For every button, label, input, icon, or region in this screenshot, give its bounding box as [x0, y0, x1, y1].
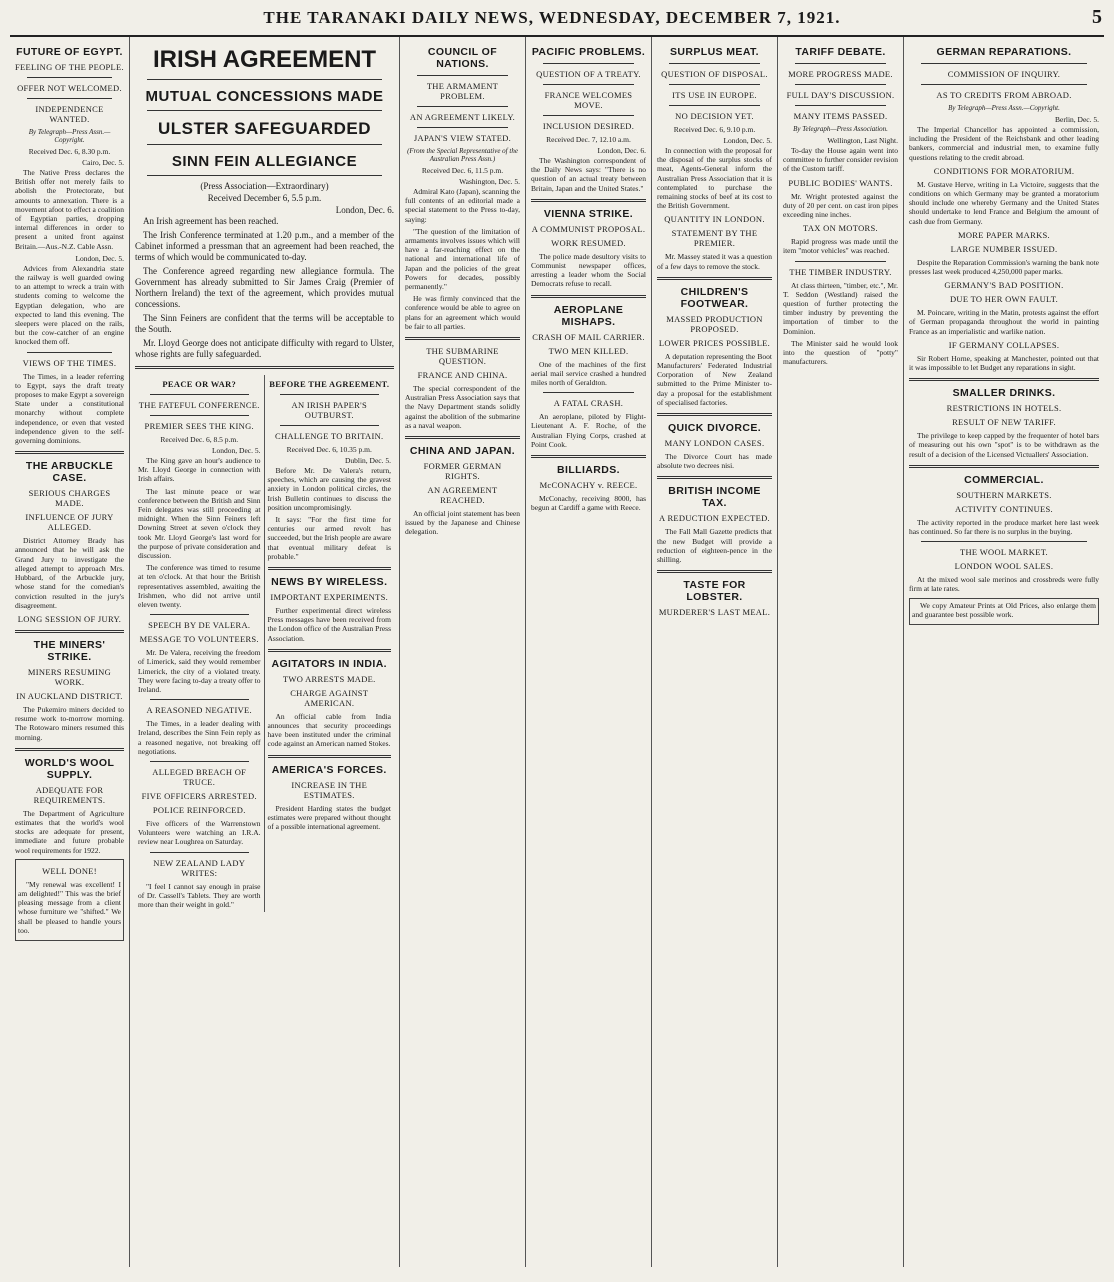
subhead: QUESTION OF DISPOSAL.: [661, 69, 768, 79]
subhead: CONDITIONS FOR MORATORIUM.: [933, 165, 1075, 176]
received-line: Received Dec. 6, 11.5 p.m.: [421, 166, 504, 175]
headline-india: AGITATORS IN INDIA.: [271, 657, 388, 670]
deck-headline: MUTUAL CONCESSIONS MADE: [145, 88, 384, 105]
subhead: GERMANY'S BAD POSITION.: [944, 280, 1064, 291]
subhead: MORE PAPER MARKS.: [958, 229, 1050, 240]
dateline: Dublin, Dec. 5.: [344, 456, 391, 465]
article-text: Before Mr. De Valera's return, speeches, which are causing the gravest anxiety in London political circles, the Irish Bulletin continues to discuss the position uncompromisingly.: [267, 466, 391, 512]
ad-headline: WELL DONE!: [42, 865, 97, 876]
received-line: Received Dec. 6, 8.30 p.m.: [28, 147, 111, 156]
subhead: RESTRICTIONS IN HOTELS.: [946, 403, 1062, 414]
subhead: TWO ARRESTS MADE.: [282, 673, 376, 684]
article-text: Despite the Reparation Commission's warning the bank note presses last week produced 4,250,000 paper marks.: [909, 257, 1099, 277]
article-text: The Sinn Feiners are confident that the terms will be acceptable to the South.: [135, 313, 394, 334]
subhead: FRANCE AND CHINA.: [417, 370, 508, 381]
advertisement: [15, 859, 124, 941]
received-line: Received Dec. 6, 8.5 p.m.: [160, 435, 239, 444]
headline-vienna: VIENNA STRIKE.: [543, 207, 634, 220]
article-text: Five officers of the Warrenstown Volunteers were watching an I.R.A. review near Loughrea on Saturday.: [138, 819, 261, 847]
subhead: MORE PROGRESS MADE.: [788, 69, 893, 79]
received-line: Received Dec. 6, 10.35 p.m.: [286, 445, 372, 454]
subhead: A FATAL CRASH.: [553, 398, 624, 409]
press-meta: (From the Special Representative of the Australian Press Assn.): [407, 147, 518, 163]
subhead: IN AUCKLAND DISTRICT.: [16, 690, 123, 701]
subhead: WORK RESUMED.: [551, 237, 626, 248]
subhead: FORMER GERMAN RIGHTS.: [423, 461, 502, 482]
subhead: FIVE OFFICERS ARRESTED.: [141, 791, 257, 802]
subhead: A COMMUNIST PROPOSAL.: [531, 223, 646, 234]
article-text: The Times, in a leader dealing with Ireland, describes the Sinn Fein reply as a reasoned negative, not breaking off negotiations.: [138, 719, 261, 756]
subhead: MINERS RESUMING WORK.: [27, 666, 112, 687]
subhead: CHARGE AGAINST AMERICAN.: [290, 687, 369, 708]
article-text: The King gave an hour's audience to Mr. Lloyd George in connection with Irish affairs.: [138, 456, 261, 484]
article-text: An aeroplane, piloted by Flight-Lieutenant A. F. Roche, of the Australian Flying Corps, crashed at Point Cook.: [531, 412, 646, 449]
press-meta: (Press Association—Extraordinary): [200, 181, 329, 191]
article-text: The Times, in a leader referring to Egypt, says the draft treaty proposes to make Egypt a sovereign State under a constitutional monarchy without complete independence, or even that vested independence given to the self-governing dominions.: [15, 371, 124, 446]
column-1: [10, 37, 130, 1267]
article-text: To-day the House again went into committee to further consider revision of the Custom tariff.: [783, 146, 898, 174]
subhead: THE ARMAMENT PROBLEM.: [426, 81, 499, 101]
headline-commercial: COMMERCIAL.: [964, 473, 1044, 486]
article-text: At the mixed wool sale merinos and crossbreds were fully firm at late rates.: [909, 575, 1099, 594]
received-line: Received Dec. 6, 9.10 p.m.: [673, 125, 756, 134]
column-5: [652, 37, 778, 1267]
article-text: The Department of Agriculture estimates that the world's wool stocks are adequate for present, immediate and future probable wool requirements for 1922.: [15, 808, 124, 855]
subhead: BEFORE THE AGREEMENT.: [269, 379, 390, 389]
subhead: ALLEGED BREACH OF TRUCE.: [152, 767, 247, 788]
article-text: The Divorce Court has made absolute two decrees nisi.: [657, 452, 772, 471]
article-text: The police made desultory visits to Communist newspaper offices, arresting a leader whom the Social Democrats refuse to recall.: [531, 251, 646, 289]
subhead: MESSAGE TO VOLUNTEERS.: [139, 634, 259, 645]
article-text: The privilege to keep capped by the frequenter of hotel bars of measuring out his own "spot" is to be withdrawn as the result of a decision of the Licensed Victuallers' Association.: [909, 431, 1099, 459]
column-3: [400, 37, 526, 1267]
subhead: MURDERER'S LAST MEAL.: [658, 607, 771, 618]
subhead: ADEQUATE FOR REQUIREMENTS.: [33, 784, 106, 805]
subhead: MANY ITEMS PASSED.: [793, 111, 888, 121]
dateline: London, Dec. 6.: [335, 205, 394, 215]
headline-egypt: FUTURE OF EGYPT.: [16, 46, 123, 58]
subhead: THE WOOL MARKET.: [960, 547, 1048, 558]
dateline: London, Dec. 5.: [723, 136, 772, 145]
article-text: Mr. Wright protested against the duty of 20 per cent. on cast iron pipes exceeding nine inches.: [783, 191, 898, 220]
subhead: QUANTITY IN LONDON.: [664, 214, 765, 225]
subhead: NEW ZEALAND LADY WRITES:: [153, 857, 246, 878]
article-text: A deputation representing the Boot Manufacturers' Federated Industrial Corporation of New Zealand submitted to the Prime Minister to-day a proposal for the establishment of specialised factories.: [657, 351, 772, 407]
column-4: [526, 37, 652, 1267]
headline-wool: WORLD'S WOOL SUPPLY.: [24, 756, 115, 781]
subhead: ACTIVITY CONTINUES.: [955, 503, 1053, 514]
dateline: London, Dec. 6.: [597, 146, 646, 155]
subhead: MANY LONDON CASES.: [664, 438, 765, 449]
subhead: AN AGREEMENT LIKELY.: [409, 112, 516, 122]
subhead: INDEPENDENCE WANTED.: [35, 104, 104, 124]
article-text: The Conference agreed regarding new allegiance formula. The Government has already submitted to Sir James Craig (Premier of Northern Ireland) the text of the agreement, which provides mutual concessions.: [135, 266, 394, 309]
article-text: "The question of the limitation of armaments involves issues which will have a far-reaching effect on the national and international life of Japan and the policies of the great Powers for decades, possibly permanently.": [405, 226, 520, 292]
subhead: QUESTION OF A TREATY.: [536, 69, 641, 79]
headline-wireless: NEWS BY WIRELESS.: [271, 576, 388, 589]
subhead: AN AGREEMENT REACHED.: [427, 485, 498, 506]
masthead-title: THE TARANAKI DAILY NEWS, WEDNESDAY, DECEMBER 7, 1921.: [263, 8, 841, 27]
subhead: PUBLIC BODIES' WANTS.: [788, 177, 893, 188]
headline-arbuckle: THE ARBUCKLE CASE.: [25, 460, 114, 485]
headline-miners: THE MINERS' STRIKE.: [33, 638, 106, 663]
subhead: INCLUSION DESIRED.: [542, 121, 635, 131]
article-text: The Pukemiro miners decided to resume work to-morrow morning. The Rotowaro miners resumed this morning.: [15, 704, 124, 742]
subhead: LONDON WOOL SALES.: [954, 561, 1054, 572]
headline-pacific: PACIFIC PROBLEMS.: [531, 46, 646, 58]
article-text: "I feel I cannot say enough in praise of Dr. Cassell's Tablets. They are worth more than their weight in gold.": [138, 881, 261, 910]
subhead: COMMISSION OF INQUIRY.: [947, 69, 1061, 79]
article-text: M. Poincare, writing in the Matin, protests against the effort of German propaganda throughout the world in painting France as an imperialistic and warlike nation.: [909, 308, 1099, 336]
subhead: LOWER PRICES POSSIBLE.: [658, 337, 771, 348]
article-text: The Fall Mall Gazette predicts that the new Budget will provide a reduction of eighteen-pence in the shilling.: [657, 527, 772, 565]
subhead: ITS USE IN EUROPE.: [672, 90, 757, 100]
subhead: McCONACHY v. REECE.: [539, 480, 638, 491]
headline-reparations: GERMAN REPARATIONS.: [936, 46, 1072, 58]
subhead: FEELING OF THE PEOPLE.: [15, 62, 124, 72]
article-text: Mr. De Valera, receiving the freedom of Limerick, said they would remember Limerick, the city of a violated treaty. They were facing to-day a treaty offer to Ireland.: [138, 648, 261, 695]
article-text: Rapid progress was made until the item "motor vehicles" was reached.: [783, 237, 898, 256]
subhead: POLICE REINFORCED.: [152, 805, 246, 816]
article-text: McConachy, receiving 8000, has begun at Cardiff a game with Reece.: [531, 494, 646, 513]
subhead: A REASONED NEGATIVE.: [146, 705, 252, 716]
article-text: An Irish agreement has been reached.: [143, 216, 279, 226]
article-text: The conference was timed to resume at ten o'clock. At that hour the British representatives assembled, awaiting the Irishmen, who did not arrive until eleven twenty.: [138, 563, 261, 610]
headline-footwear: CHILDREN'S FOOTWEAR.: [680, 285, 749, 310]
dateline: London, Dec. 5.: [75, 253, 124, 263]
article-text: He was firmly convinced that the conference would be able to agree on plans for an agreement which would be fair to all parties.: [405, 294, 520, 331]
subhead: FRANCE WELCOMES MOVE.: [544, 90, 633, 110]
article-text: District Attorney Brady has announced that he will ask the Grand Jury to investigate the alleged attempt to approach Mrs. Hubbard, of the Arbuckle jury, whose stand for the comedian's conviction resulted in the jury's disagreement.: [15, 536, 124, 610]
article-text: Advices from Alexandria state the railway is well guarded owing to an attempt to wreck a train with students coming to welcome the Egyptian delegation, who are expected to land this evening. The sleepers were placed on the rails, but the cow-catcher of an engine knocked them off.: [15, 263, 124, 347]
article-text: Mr. Massey stated it was a question of a few days to remove the stock.: [657, 252, 772, 271]
subhead: SPEECH BY DE VALERA.: [148, 620, 251, 631]
article-text: The Irish Conference terminated at 1.20 p.m., and a member of the Cabinet informed a pressman that an agreement had been reached, the terms of which would be communicated to-day.: [135, 230, 394, 262]
press-meta: By Telegraph—Press Assn.—Copyright.: [948, 104, 1060, 112]
received-line: Received December 6, 5.5 p.m.: [207, 193, 322, 203]
article-text: The Washington correspondent of the Daily News says: "There is no question of an actual treaty between Britain, Japan and the United States.": [531, 156, 646, 193]
subhead: LONG SESSION OF JURY.: [17, 613, 122, 624]
article-text: One of the machines of the first aerial mail service crashed a hundred miles north of Geraldton.: [531, 359, 646, 388]
column-2: [130, 37, 400, 1267]
deck-headline: ULSTER SAFEGUARDED: [157, 119, 371, 138]
article-text: The special correspondent of the Australian Press Association says that the Navy Department stands solidly against the abolition of the submarine as a naval weapon.: [405, 384, 520, 430]
subhead: SERIOUS CHARGES MADE.: [28, 488, 111, 509]
dateline: Wellington, Last Night.: [827, 136, 898, 145]
article-text: An official joint statement has been issued by the Japanese and Chinese delegation.: [405, 509, 520, 537]
subhead: LARGE NUMBER ISSUED.: [950, 243, 1058, 254]
article-text: Admiral Kato (Japan), scanning the full contents of an editorial made a special statement to the Press to-day, saying:: [405, 187, 520, 224]
article-text: M. Gustave Herve, writing in La Victoire, suggests that the conditions on which Germany may be granted a moratorium should include one whereby Germany and the United States should undertake to lend France and Belgium the amount of cash due from Germany.: [909, 179, 1099, 226]
column-2b: [265, 375, 395, 912]
subhead: JAPAN'S VIEW STATED.: [413, 133, 512, 143]
headline-tariff: TARIFF DEBATE.: [795, 46, 886, 58]
headline-lobster: TASTE FOR LOBSTER.: [683, 579, 746, 604]
subhead: PEACE OR WAR?: [162, 379, 237, 389]
subhead: CRASH OF MAIL CARRIER.: [532, 331, 645, 342]
headline-income-tax: BRITISH INCOME TAX.: [668, 485, 761, 510]
article-text: In connection with the proposal for the disposal of the surplus stocks of meat, Agents-General inform the Australian Press Association that it is contemplated to purchase the remaining stocks of beef at its cost to the British Government.: [657, 146, 772, 211]
subhead: STATEMENT BY THE PREMIER.: [671, 228, 758, 249]
headline-divorce: QUICK DIVORCE.: [667, 422, 762, 435]
subhead: INFLUENCE OF JURY ALLEGED.: [25, 512, 114, 533]
subhead: THE TIMBER INDUSTRY.: [789, 266, 892, 277]
press-meta: By Telegraph—Press Association.: [793, 125, 888, 133]
column-6: [778, 37, 904, 1267]
deck-headline: SINN FEIN ALLEGIANCE: [171, 153, 358, 170]
dateline: Washington, Dec. 5.: [459, 177, 520, 186]
article-text: The last minute peace or war conference between the British and Sinn Fein delegates was still proceeding at midnight. When the Sinn Feiners left Downing Street at seven o'clock they took Mr. Lloyd George's last word for the purpose of private consideration and discussion.: [138, 486, 261, 561]
column-7: [904, 37, 1104, 1267]
ad-text: We copy Amateur Prints at Old Prices, also enlarge them and guarantee best possible work.: [912, 600, 1096, 619]
subhead: FULL DAY'S DISCUSSION.: [786, 90, 895, 100]
subhead: AS TO CREDITS FROM ABROAD.: [936, 90, 1072, 100]
main-headline: IRISH AGREEMENT: [152, 46, 377, 73]
headline-smaller-drinks: SMALLER DRINKS.: [952, 387, 1056, 400]
dateline: Cairo, Dec. 5.: [82, 158, 124, 167]
article-text: The Native Press declares the British offer not merely fails to abolish the Protectorate, but amounts to annexation. There is a movement afoot to effect a coalition of Egyptian parties, dropping internal differences in order to present a united front against Britain.—Aus.-N.Z. Cable Assn.: [15, 168, 124, 251]
article-text: At class thirteen, "timber, etc.", Mr. T. Seddon (Westland) raised the question of further protecting the timber industry by preventing the importation of timber to the Dominion.: [783, 280, 898, 336]
subhead: TAX ON MOTORS.: [803, 223, 878, 234]
ad-text: "My renewal was excellent! I am delighted!" This was the brief pleasing message from a client whose furniture we "shifted." We shall be pleased to handle yours too.: [18, 879, 121, 935]
headline-aeroplane: AEROPLANE MISHAPS.: [553, 303, 624, 328]
subhead: A REDUCTION EXPECTED.: [659, 513, 770, 524]
subhead: DUE TO HER OWN FAULT.: [949, 294, 1059, 305]
article-text: President Harding states the budget estimates were prepared without thought of a possible international agreement.: [267, 803, 391, 832]
dateline: London, Dec. 5.: [211, 446, 261, 455]
subhead: TWO MEN KILLED.: [548, 345, 629, 356]
newspaper-page: [10, 6, 1104, 1268]
page-number: 5: [1092, 6, 1102, 28]
subhead: THE FATEFUL CONFERENCE.: [138, 400, 260, 410]
subhead: PREMIER SEES THE KING.: [144, 421, 254, 431]
subhead: RESULT OF NEW TARIFF.: [952, 417, 1056, 428]
subhead: IF GERMANY COLLAPSES.: [948, 339, 1060, 350]
subhead: MASSED PRODUCTION PROPOSED.: [666, 313, 763, 334]
dateline-meta: By Telegraph—Press Assn.—Copyright.: [28, 128, 111, 144]
column-2a: [135, 375, 265, 912]
article-text: The activity reported in the produce market here last week has continued. So far there is no surplus in the buying.: [909, 517, 1099, 537]
subhead: INCREASE IN THE ESTIMATES.: [291, 779, 368, 800]
article-text: Mr. Lloyd George does not anticipate difficulty with regard to Ulster, whose rights are fully safeguarded.: [135, 338, 394, 359]
article-text: Further experimental direct wireless Press messages have been received from the London office of the Australian Press Association.: [267, 606, 391, 643]
headline-surplus-meat: SURPLUS MEAT.: [669, 46, 759, 58]
subhead: AN IRISH PAPER'S OUTBURST.: [291, 400, 367, 420]
advertisement: [909, 598, 1099, 625]
subhead: NO DECISION YET.: [675, 111, 754, 121]
headline-america: AMERICA'S FORCES.: [271, 763, 387, 776]
headline-china-japan: CHINA AND JAPAN.: [409, 445, 516, 458]
subhead: SOUTHERN MARKETS.: [956, 489, 1052, 500]
headline-billiards: BILLIARDS.: [557, 464, 620, 477]
article-text: The Minister said he would look into the question of "potty" manufacturers.: [783, 338, 898, 367]
dateline: Berlin, Dec. 5.: [1055, 115, 1099, 124]
article-text: An official cable from India announces that security proceedings have been instituted under the criminal code against an American named Stokes.: [267, 711, 391, 749]
headline-council: COUNCIL OF NATIONS.: [427, 46, 498, 70]
received-line: Received Dec. 7, 12.10 a.m.: [546, 135, 631, 144]
article-text: The Imperial Chancellor has appointed a commission, including the President of the Reichsbank and other leading bankers, commercial and industrial men, to examine fully questions relating to the credit abroad.: [909, 125, 1099, 162]
subhead: CHALLENGE TO BRITAIN.: [275, 431, 384, 441]
subhead: OFFER NOT WELCOMED.: [17, 83, 122, 93]
masthead: [10, 6, 1104, 37]
article-text: It says: "For the first time for centuries our armed revolt has succeeded, but the Irish people are aware that eventual military defeat is probable.": [267, 515, 391, 561]
subhead: THE SUBMARINE QUESTION.: [426, 346, 499, 367]
article-text: Sir Robert Horne, speaking at Manchester, pointed out that it was impossible to let Budget any reparations in sight.: [909, 353, 1099, 373]
subhead: IMPORTANT EXPERIMENTS.: [270, 592, 389, 603]
subhead: VIEWS OF THE TIMES.: [22, 357, 117, 368]
